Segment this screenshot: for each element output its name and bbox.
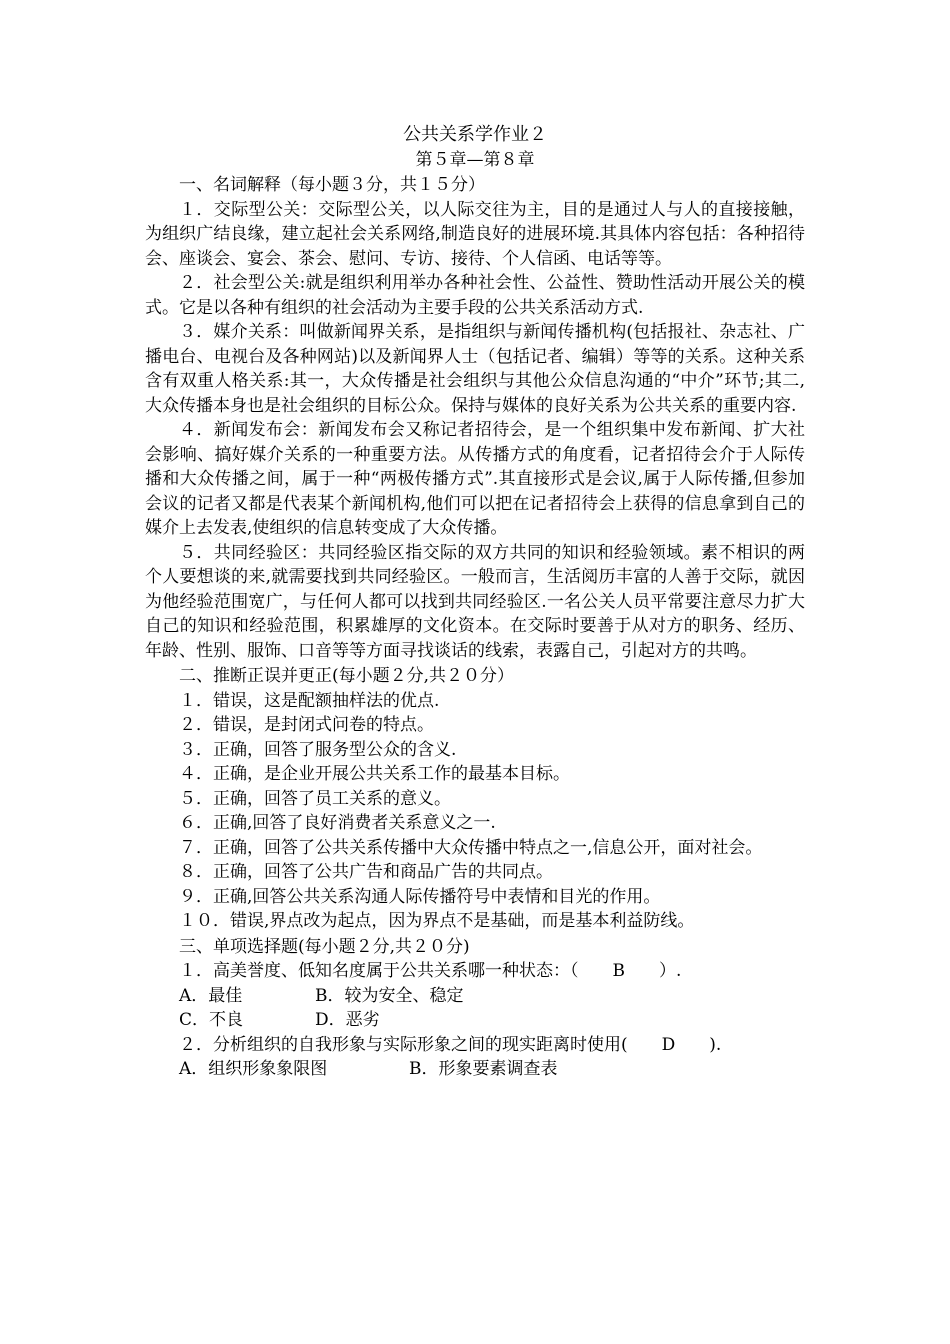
judgement-item: ５．正确，回答了员工关系的意义。 xyxy=(179,788,451,809)
option-c: C．不良 xyxy=(179,1010,244,1030)
document-title: 公共关系学作业２ xyxy=(403,124,547,145)
option-a: A．最佳 xyxy=(179,985,243,1006)
option-row xyxy=(145,1008,805,1033)
question-stem: ２．分析组织的自我形象与实际形象之间的现实距离时使用( D ). xyxy=(179,1034,722,1055)
term-item: ５．共同经验区：共同经验区指交际的双方共同的知识和经验领域。素不相识的两个人要想谈的来,就需要找到共同经验区。一般而言，生活阅历丰富的人善于交际，就因为他经验范围宽广，与任何人都可以找到共同经验区.一名公关人员平常要注意尽力扩大自己的知识和经验范围，积累雄厚的文化资本。在交际时要善于从对方的职务、经历、年龄、性别、服饰、口音等等方面寻找谈话的线索，表露自己，引起对方的共鸣。 xyxy=(145,542,805,661)
section2-heading: 二、推断正误并更正(每小题２分,共２０分） xyxy=(179,666,515,686)
judgement-item: ２．错误，是封闭式问卷的特点。 xyxy=(179,715,434,735)
question-stem: １．高美誉度、低知名度属于公共关系哪一种状态：（ B ）. xyxy=(179,961,682,981)
option-b: B．形象要素调查表 xyxy=(409,1059,558,1079)
judgement-item: ７．正确，回答了公共关系传播中大众传播中特点之一,信息公开，面对社会。 xyxy=(179,837,763,858)
judgement-item: ８．正确，回答了公共广告和商品广告的共同点。 xyxy=(179,862,553,882)
document-subtitle: 第５章—第８章 xyxy=(415,150,535,170)
judgement-item: １０．错误,界点改为起点，因为界点不是基础，而是基本利益防线。 xyxy=(179,911,695,931)
section3-heading: 三、单项选择题(每小题２分,共２０分) xyxy=(179,936,470,957)
judgement-item: ４．正确，是企业开展公共关系工作的最基本目标。 xyxy=(179,764,570,784)
term-item: ２．社会型公关:就是组织利用举办各种社会性、公益性、赞助性活动开展公关的模式。它是以各种有组织的社会活动为主要手段的公共关系活动方式. xyxy=(145,273,805,318)
option-d: D．恶劣 xyxy=(315,1010,380,1030)
option-b: B．较为安全、稳定 xyxy=(315,985,464,1006)
term-item: ４．新闻发布会：新闻发布会又称记者招待会，是一个组织集中发布新闻、扩大社会影响、搞好媒介关系的一种重要方法。从传播方式的角度看，记者招待会介于人际传播和大众传播之间，属于一种“两极传播方式”.其直接形式是会议,属于人际传播,但参加会议的记者又都是代表某个新闻机构,他们可以把在记者招待会上获得的信息拿到自己的媒介上去发表,使组织的信息转变成了大众传播。 xyxy=(145,420,805,538)
option-row xyxy=(145,984,805,1009)
term-item: ３．媒介关系：叫做新闻界关系，是指组织与新闻传播机构(包括报社、杂志社、广播电台、电视台及各种网站)以及新闻界人士（包括记者、编辑）等等的关系。这种关系含有双重人格关系:其一，大众传播是社会组织与其他公众信息沟通的“中介”环节;其二,大众传播本身也是社会组织的目标公众。保持与媒体的良好关系为公共关系的重要内容. xyxy=(145,322,805,416)
term-item: １．交际型公关：交际型公关，以人际交往为主，目的是通过人与人的直接接触，为组织广结良缘，建立起社会关系网络,制造良好的进展环境.其具体内容包括：各种招待会、座谈会、宴会、茶会、慰问、专访、接待、个人信函、电话等等。 xyxy=(145,199,805,269)
option-row xyxy=(145,1057,805,1082)
judgement-item: ９．正确,回答公共关系沟通人际传播符号中表情和目光的作用。 xyxy=(179,886,661,907)
section1-heading: 一、名词解释（每小题３分，共１５分） xyxy=(179,175,485,195)
document-content xyxy=(145,122,805,1082)
judgement-item: ３．正确，回答了服务型公众的含义. xyxy=(179,739,457,760)
judgement-item: １．错误，这是配额抽样法的优点. xyxy=(179,690,440,711)
judgement-item: ６．正确,回答了良好消费者关系意义之一. xyxy=(179,813,496,833)
option-a: A．组织形象象限图 xyxy=(179,1059,328,1079)
